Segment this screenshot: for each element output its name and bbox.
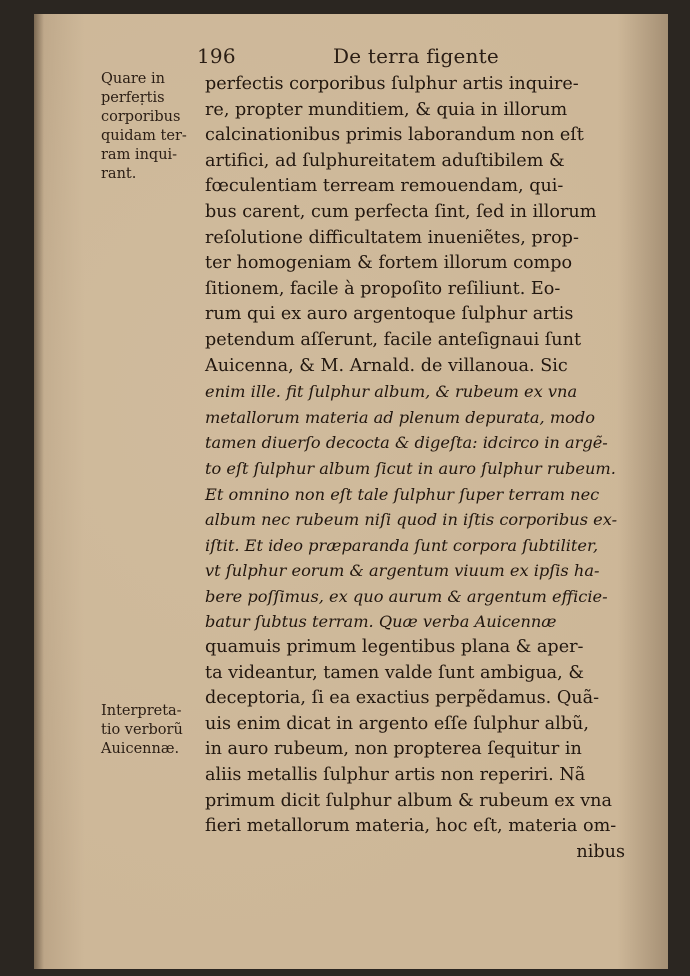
page-number: 196 (197, 44, 236, 68)
body-text (205, 72, 625, 865)
text-line: Auicenna, & M. Arnald. de villanoua. Sic (205, 355, 568, 376)
text-line: iſtit. Et ideo præparanda ſunt corpora ſubtiliter, (205, 535, 599, 555)
margin-note-line: perfeṛtis (101, 90, 165, 106)
text-line: artifici, ad ſulphureitatem aduſtibilem & (205, 150, 565, 171)
text-line: quamuis primum legentibus plana & aper- (205, 637, 584, 658)
text-line: batur ſubtus terram. Quæ verba Auicennæ (205, 612, 557, 632)
text-line: to eſt ſulphur album ſicut in auro ſulphur rubeum. (205, 458, 616, 478)
text-line: perfectis corporibus ſulphur artis inquire- (205, 74, 579, 94)
text-line: deceptoria, ſi ea exactius perpẽdamus. Quã- (205, 688, 600, 709)
text-line: primum dicit ſulphur album & rubeum ex vna (205, 790, 612, 811)
margin-note-line: quidam ter- (101, 128, 187, 144)
text-line: album nec rubeum niſi quod in iſtis corporibus ex- (205, 510, 618, 530)
text-line: reſolutione difficultatem inueniẽtes, prop- (205, 227, 579, 248)
text-line: enim ille. fit ſulphur album, & rubeum ex vna (205, 382, 578, 402)
text-line: metallorum materia ad plenum depurata, modo (205, 407, 596, 427)
margin-note-line: ram inqui- (101, 147, 178, 163)
text-line: fœculentiam terream remouendam, qui- (205, 176, 564, 197)
margin-note-line: Interpreta- (101, 703, 182, 719)
text-line: ta videantur, tamen valde ſunt ambigua, & (205, 662, 585, 683)
running-title: De terra figente (333, 44, 499, 68)
text-line: tamen diuerſo decocta & digeſta: idcirco in argẽ- (205, 433, 608, 453)
text-line: Et omnino non eſt tale ſulphur ſuper terram nec (205, 484, 600, 504)
page-gutter-shadow (34, 14, 44, 969)
text-line: re, propter munditiem, & quia in illorum (205, 99, 568, 120)
margin-note-quare (101, 70, 196, 184)
text-line: in auro rubeum, non propterea ſequitur in (205, 739, 582, 760)
text-line: ter homogeniam & fortem illorum compo (205, 253, 573, 274)
margin-note-line: rant. (101, 166, 137, 182)
margin-note-line: corporibus (101, 109, 181, 125)
text-line: bus carent, cum perfecta ſint, ſed in illorum (205, 201, 597, 222)
text-line: aliis metallis ſulphur artis non reperiri. Nã (205, 765, 586, 786)
text-line: calcinationibus primis laborandum non eſt (205, 125, 584, 146)
margin-note-interpretatio (101, 702, 196, 759)
text-line: vt ſulphur eorum & argentum viuum ex ipſis ha- (205, 561, 600, 581)
text-line: nibus (576, 841, 625, 862)
text-line: bere poſſimus, ex quo aurum & argentum efficie- (205, 586, 608, 606)
text-line: petendum aſſerunt, facile anteſignaui ſunt (205, 329, 582, 350)
text-line: ſitionem, facile à propoſito reſiliunt. Eo- (205, 278, 561, 299)
text-line: rum qui ex auro argentoque ſulphur artis (205, 304, 574, 325)
margin-note-line: tio verborũ (101, 722, 183, 738)
running-head (197, 44, 617, 70)
margin-note-line: Quare in (101, 71, 165, 87)
text-line: uis enim dicat in argento eſſe ſulphur albũ, (205, 713, 589, 734)
margin-note-line: Auicennæ. (101, 741, 180, 757)
text-line: fieri metallorum materia, hoc eſt, materia om- (205, 816, 617, 837)
